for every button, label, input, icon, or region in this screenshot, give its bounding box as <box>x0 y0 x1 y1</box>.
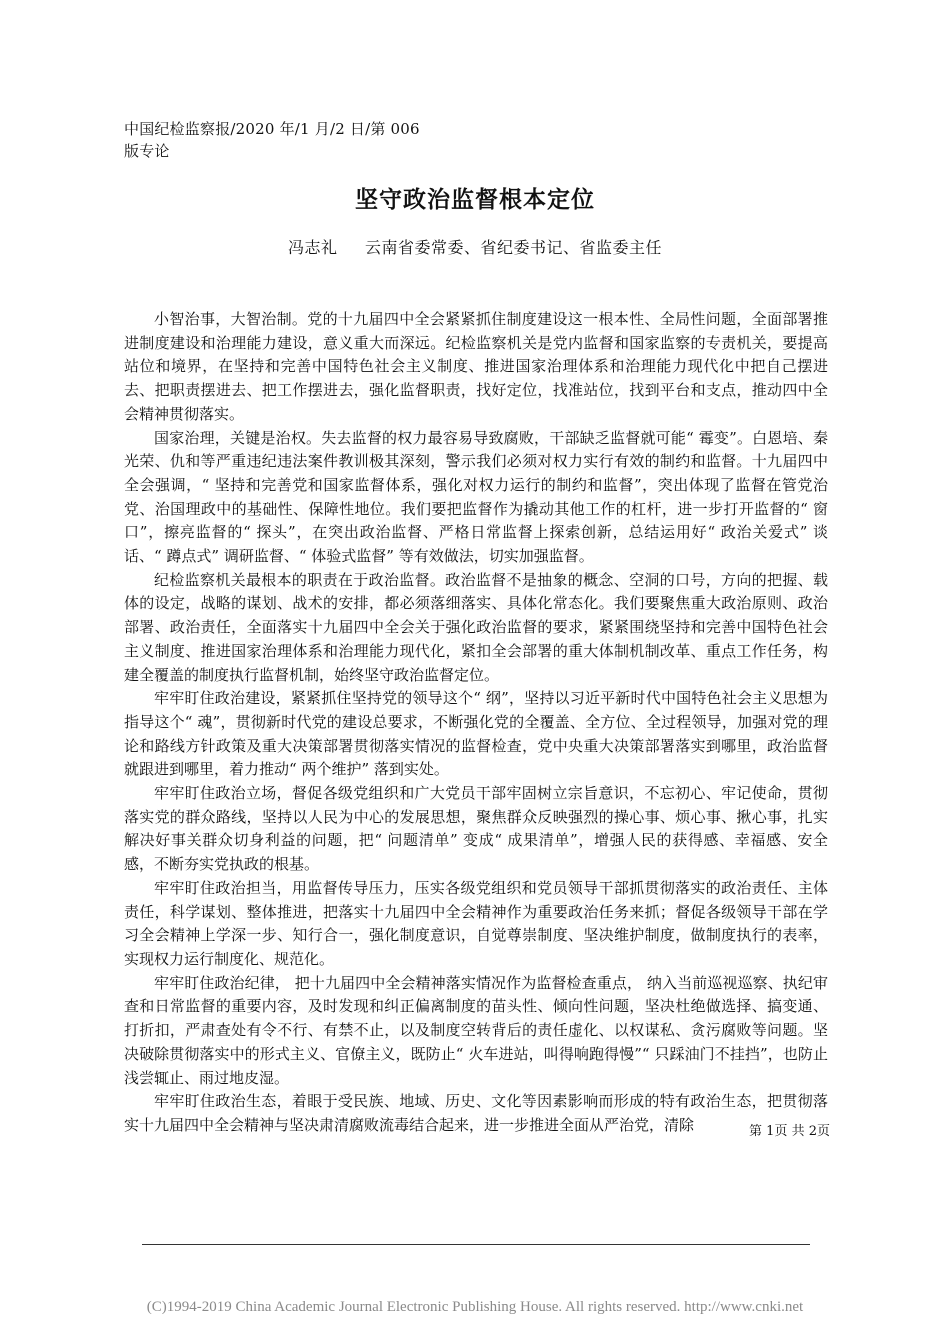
footer-divider <box>142 1244 810 1245</box>
author-title: 云南省委常委、省纪委书记、省监委主任 <box>365 238 663 257</box>
paragraph: 小智治事，大智治制。党的十九届四中全会紧紧抓住制度建设这一根本性、全局性问题，全面部署推进制度建设和治理能力建设，意义重大而深远。纪检监察机关是党内监督和国家监察的专责机关，要提高站位和境界，在坚持和完善中国特色社会主义制度、推进国家治理体系和治理能力现代化中把自己摆进去、把职责摆进去、把工作摆进去，强化监督职责，找好定位，找准站位，找到平台和支点，推动四中全会精神贯彻落实。 <box>124 310 828 423</box>
page-indicator: 第 1页 共 2页 <box>749 1124 830 1139</box>
paragraph: 国家治理，关键是治权。失去监督的权力最容易导致腐败，干部缺乏监督就可能“ 霉变”。白恩培、秦光荣、仇和等严重违纪违法案件教训极其深刻，警示我们必须对权力实行有效的制约和监督。十九届四中全会强调，“ 坚持和完善党和国家监督体系，强化对权力运行的制约和监督”，突出体现了监督在管党治党、治国理政中的基础性、保障性地位。我们要把监督作为撬动其他工作的杠杆，进一步打开监督的“ 窗口”，擦亮监督的“ 探头”，在突出政治监督、严格日常监督上探索创新，总结运用好“ 政治关爱式” 谈话、“ 蹲点式” 调研监督、“ 体验式监督” 等有效做法，切实加强监督。 <box>124 428 828 566</box>
paragraph: 牢牢盯住政治生态，着眼于受民族、地域、历史、文化等因素影响而形成的特有政治生态，把贯彻落实十九届四中全会精神与坚决肃清腐败流毒结合起来，进一步推进全面从严治党，清除 <box>124 1092 828 1134</box>
paragraph: 牢牢盯住政治担当，用监督传导压力，压实各级党组织和党员领导干部抓贯彻落实的政治责任、主体责任，科学谋划、整体推进，把落实十九届四中全会精神作为重要政治任务来抓；督促各级领导干部在学习全会精神上学深一步、知行合一，强化制度意识，自觉尊崇制度、坚决维护制度，做制度执行的表率，实现权力运行制度化、规范化。 <box>124 878 828 968</box>
article-title: 坚守政治监督根本定位 <box>355 187 595 213</box>
author-name: 冯志礼 <box>287 238 338 257</box>
paragraph: 牢牢盯住政治立场，督促各级党组织和广大党员干部牢固树立宗旨意识，不忘初心、牢记使命，贯彻落实党的群众路线，坚持以人民为中心的发展思想，聚焦群众反映强烈的操心事、烦心事、揪心事，扎实解决好事关群众切身利益的问题，把“ 问题清单” 变成“ 成果清单”，增强人民的获得感、幸福感、安全感，不断夯实党执政的根基。 <box>124 784 828 874</box>
source-line-1: 中国纪检监察报/2020 年/1 月/2 日/第 006 <box>124 120 420 138</box>
paragraph: 牢牢盯住政治纪律， 把十九届四中全会精神落实情况作为监督检查重点， 纳入当前巡视巡察、执纪审查和日常监督的重要内容，及时发现和纠正偏离制度的苗头性、倾向性问题，坚决杜绝做选择、搞变通、打折扣，严肃查处有令不行、有禁不止，以及制度空转背后的责任虚化、以权谋私、贪污腐败等问题。坚决破除贯彻落实中的形式主义、官僚主义，既防止“ 火车进站，叫得响跑得慢”“ 只踩油门不挂挡”，也防止浅尝辄止、雨过地皮湿。 <box>124 973 828 1087</box>
byline <box>0 236 950 260</box>
source-citation <box>124 118 454 162</box>
paragraph: 牢牢盯住政治建设，紧紧抓住坚持党的领导这个“ 纲”，坚持以习近平新时代中国特色社会主义思想为指导这个“ 魂”，贯彻新时代党的建设总要求，不断强化党的全覆盖、全方位、全过程领导，加强对党的理论和路线方针政策及重大决策部署贯彻落实情况的监督检查，党中央重大决策部署落实到哪里，政治监督就跟进到哪里，着力推动“ 两个维护” 落到实处。 <box>124 689 828 779</box>
copyright-footer: (C)1994-2019 China Academic Journal Electronic Publishing House. All rights reserved. http://www.cnki.net <box>146 1299 804 1315</box>
source-line-2: 版专论 <box>124 142 170 160</box>
paragraph: 纪检监察机关最根本的职责在于政治监督。政治监督不是抽象的概念、空洞的口号，方向的把握、载体的设定，战略的谋划、战术的安排，都必须落细落实、具体化常态化。我们要聚焦重大政治原则、政治部署、政治责任，全面落实十九届四中全会关于强化政治监督的要求，紧紧围绕坚持和完善中国特色社会主义制度、推进国家治理体系和治理能力现代化，紧扣全会部署的重大体制机制改革、重点工作任务，构建全覆盖的制度执行监督机制，始终坚守政治监督定位。 <box>124 570 828 684</box>
article-body <box>124 308 828 1138</box>
